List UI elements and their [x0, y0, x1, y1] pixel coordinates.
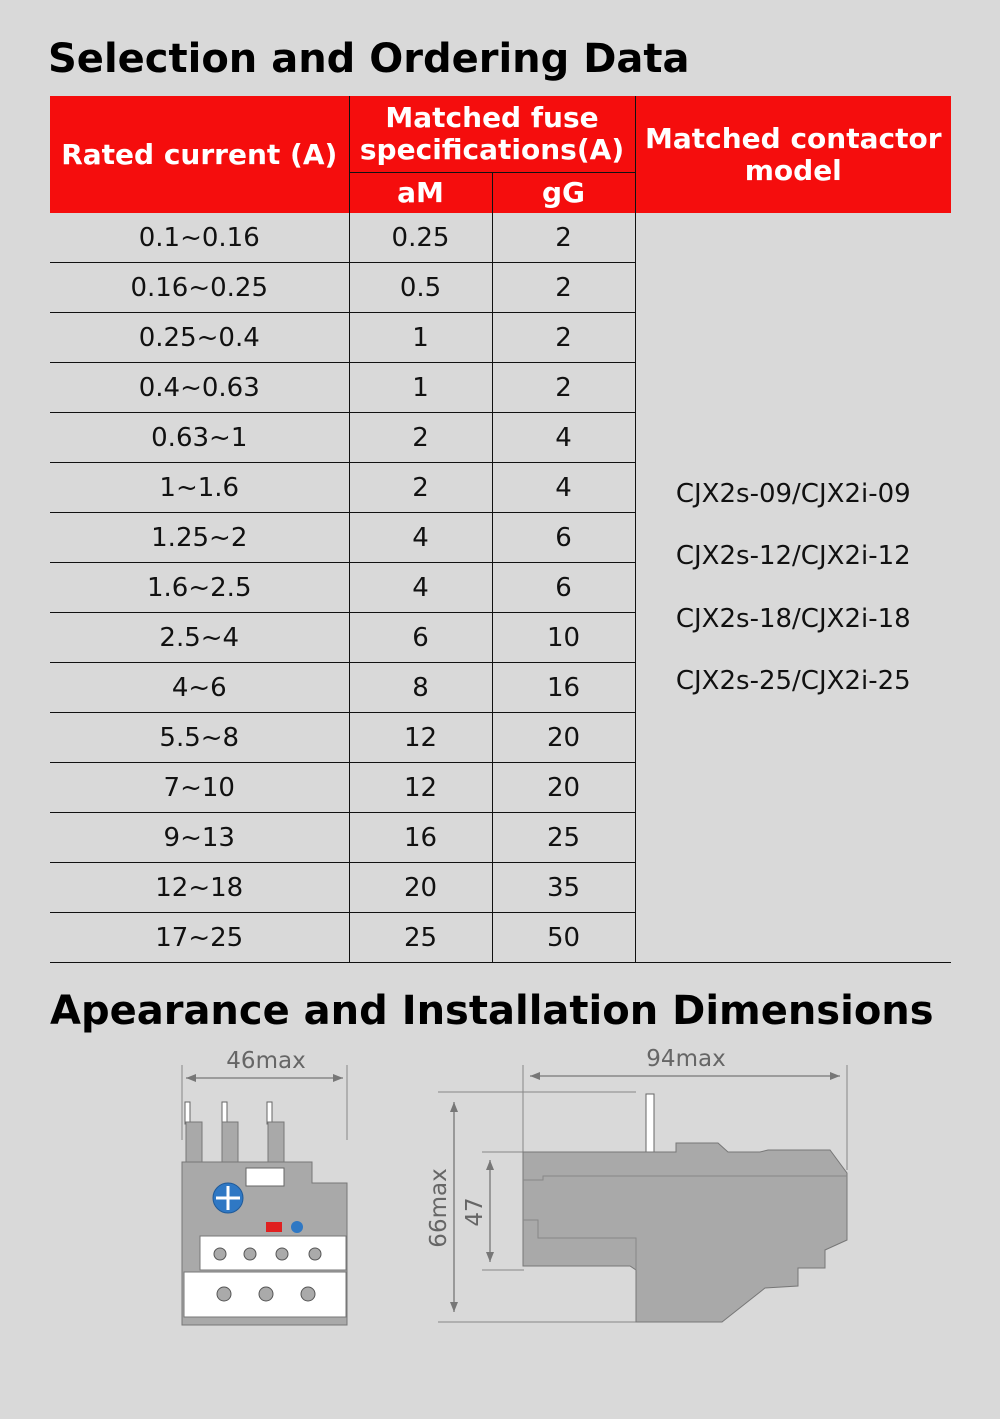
contactor-model-item: CJX2s-25/CJX2i-25: [675, 666, 911, 696]
terminal-pin: [222, 1102, 227, 1124]
screw-icon: [259, 1287, 273, 1301]
cell-gg: 2: [492, 213, 635, 263]
cell-am: 1: [349, 363, 492, 413]
header-fuse-spec: Matched fuse specifications(A): [349, 96, 635, 173]
cell-gg: 2: [492, 363, 635, 413]
dim-label-side-width: 94max: [646, 1046, 726, 1072]
dim-arrow: [186, 1074, 196, 1082]
cell-rated: 9~13: [50, 813, 349, 863]
terminal-post: [222, 1122, 238, 1162]
label-window: [246, 1168, 284, 1186]
dim-arrow: [450, 1102, 458, 1112]
cell-am: 4: [349, 513, 492, 563]
cell-am: 6: [349, 613, 492, 663]
cell-gg: 20: [492, 713, 635, 763]
header-contactor-model: Matched contactor model: [635, 96, 951, 213]
dim-arrow: [830, 1072, 840, 1080]
cell-rated: 1.6~2.5: [50, 563, 349, 613]
cell-am: 12: [349, 763, 492, 813]
cell-rated: 17~25: [50, 913, 349, 963]
cell-gg: 35: [492, 863, 635, 913]
reset-button-icon: [291, 1221, 303, 1233]
cell-rated: 1~1.6: [50, 463, 349, 513]
screw-icon: [276, 1248, 288, 1260]
dim-label-side-height: 66max: [426, 1168, 452, 1248]
cell-am: 2: [349, 463, 492, 513]
cell-am: 8: [349, 663, 492, 713]
cell-gg: 10: [492, 613, 635, 663]
cell-am: 20: [349, 863, 492, 913]
table-row: [50, 213, 951, 263]
side-view-drawing: [420, 1040, 860, 1340]
terminal-post: [186, 1122, 202, 1162]
cell-rated: 0.63~1: [50, 413, 349, 463]
cell-rated: 0.25~0.4: [50, 313, 349, 363]
dim-arrow: [486, 1160, 494, 1170]
cell-gg: 2: [492, 263, 635, 313]
contactor-model-item: CJX2s-09/CJX2i-09: [675, 478, 911, 509]
dim-label-front-width: 46max: [226, 1048, 306, 1074]
cell-rated: 2.5~4: [50, 613, 349, 663]
cell-am: 2: [349, 413, 492, 463]
dim-label-inner-height: 47: [462, 1197, 488, 1227]
cell-rated: 5.5~8: [50, 713, 349, 763]
cell-contactor-models: [635, 213, 951, 963]
terminal-post: [268, 1122, 284, 1162]
screw-icon: [309, 1248, 321, 1260]
cell-am: 4: [349, 563, 492, 613]
cell-rated: 0.16~0.25: [50, 263, 349, 313]
screw-icon: [301, 1287, 315, 1301]
dim-arrow: [450, 1302, 458, 1312]
section-title-ordering: Selection and Ordering Data: [48, 36, 690, 82]
cell-rated: 12~18: [50, 863, 349, 913]
header-am: aM: [349, 173, 492, 214]
header-rated-current: Rated current (A): [50, 96, 349, 213]
screw-icon: [217, 1287, 231, 1301]
ordering-table: [50, 96, 951, 963]
cell-rated: 4~6: [50, 663, 349, 713]
cell-am: 16: [349, 813, 492, 863]
terminal-pin: [267, 1102, 272, 1124]
front-view-drawing: [170, 1040, 370, 1340]
screw-icon: [244, 1248, 256, 1260]
cell-gg: 4: [492, 413, 635, 463]
header-gg: gG: [492, 173, 635, 214]
dim-arrow: [333, 1074, 343, 1082]
cell-am: 0.25: [349, 213, 492, 263]
cell-gg: 50: [492, 913, 635, 963]
cell-am: 1: [349, 313, 492, 363]
terminal-pin: [646, 1094, 654, 1152]
screw-icon: [214, 1248, 226, 1260]
section-title-dimensions: Apearance and Installation Dimensions: [50, 988, 934, 1034]
dim-arrow: [486, 1252, 494, 1262]
cell-rated: 0.1~0.16: [50, 213, 349, 263]
cell-gg: 16: [492, 663, 635, 713]
terminal-pin: [185, 1102, 190, 1124]
contactor-model-item: CJX2s-18/CJX2i-18: [675, 603, 911, 634]
cell-am: 0.5: [349, 263, 492, 313]
cell-gg: 4: [492, 463, 635, 513]
cell-am: 25: [349, 913, 492, 963]
cell-rated: 7~10: [50, 763, 349, 813]
cell-gg: 6: [492, 563, 635, 613]
trip-indicator: [266, 1222, 282, 1232]
cell-am: 12: [349, 713, 492, 763]
cell-rated: 0.4~0.63: [50, 363, 349, 413]
cell-gg: 6: [492, 513, 635, 563]
cell-rated: 1.25~2: [50, 513, 349, 563]
contactor-model-item: CJX2s-12/CJX2i-12: [675, 541, 911, 571]
relay-body-side: [523, 1143, 847, 1322]
cell-gg: 20: [492, 763, 635, 813]
dim-arrow: [530, 1072, 540, 1080]
cell-gg: 25: [492, 813, 635, 863]
cell-gg: 2: [492, 313, 635, 363]
